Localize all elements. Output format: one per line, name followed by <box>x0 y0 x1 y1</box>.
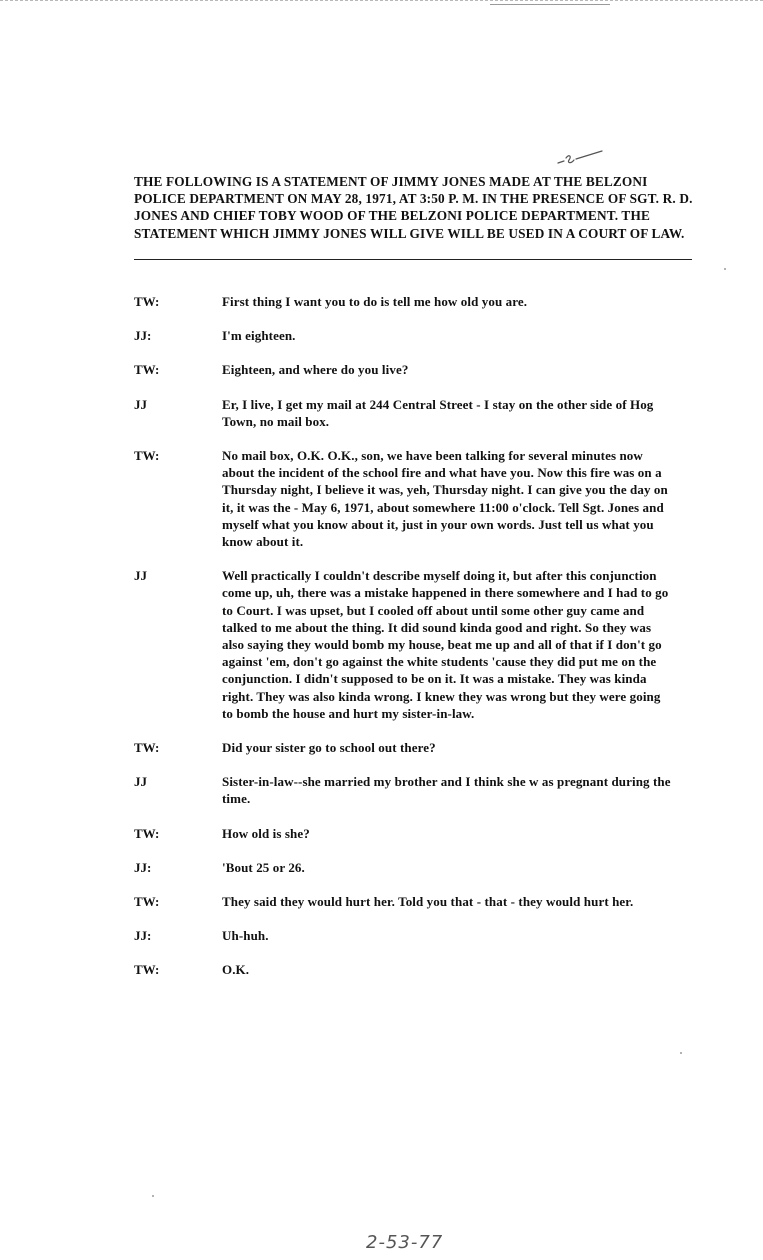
speaker-label: JJ <box>134 568 147 584</box>
utterance-text: O.K. <box>222 962 250 978</box>
transcript-turn <box>134 961 694 978</box>
transcript-turn <box>134 893 694 910</box>
statement-header: THE FOLLOWING IS A STATEMENT OF JIMMY JONES MADE AT THE BELZONI POLICE DEPARTMENT ON MAY 28, 1971, AT 3:50 P. M. IN THE PRESENCE OF SGT. R. D. JONES AND CHIEF TOBY WOOD OF THE BELZONI POLICE DEPARTMENT. THE STATEMENT WHICH JIMMY JONES WILL GIVE WILL BE USED IN A COURT OF LAW. <box>134 174 693 241</box>
utterance-text: I'm eighteen. <box>222 328 296 344</box>
utterance-text: Sister-in-law--she married my brother and I think she w as pregnant during the time. <box>222 774 671 807</box>
speaker-label: JJ <box>134 774 147 790</box>
paper-speck <box>152 1195 154 1197</box>
transcript-turn <box>134 859 694 876</box>
transcript-turn <box>134 739 694 756</box>
transcript-turn <box>134 447 694 550</box>
transcript-turn <box>134 825 694 842</box>
header-underline <box>134 259 692 260</box>
utterance-text: Did your sister go to school out there? <box>222 740 436 756</box>
page-number: 2-53-77 <box>366 1232 444 1253</box>
transcript-turn <box>134 293 694 310</box>
top-edge-mark <box>490 4 610 5</box>
transcript-turn <box>134 927 694 944</box>
transcript-turn <box>134 567 694 722</box>
utterance-text: They said they would hurt her. Told you that - that - they would hurt her. <box>222 894 634 910</box>
transcript-turn <box>134 396 694 430</box>
transcript <box>134 293 694 996</box>
utterance-text: Well practically I couldn't describe myself doing it, but after this conjunction come up, uh, there was a mistake happened in there somewhere and I had to go to Court. I was upset, but I cooled off about until some other guy came and talked to me about the thing. It did sound kinda good and right. So they was also saying they would bomb my house, beat me up and all of that if I don't go against 'em, don't go against the white students 'cause they did put me on the conjunction. I didn't supposed to be on it. It was a mistake. They was kinda right. They was also kinda wrong. I knew they was wrong but they were going to bomb the house and hurt my sister-in-law. <box>222 568 669 721</box>
transcript-turn <box>134 773 694 807</box>
utterance-text: No mail box, O.K. O.K., son, we have been talking for several minutes now about the incident of the school fire and what have you. Now this fire was on a Thursday night, I believe it was, yeh, Thursday night. I can give you the day on it, it was the - May 6, 1971, about somewhere 11:00 o'clock. Tell Sgt. Jones and myself what you know about it, just in your own words. Just tell us what you know about it. <box>222 448 668 550</box>
speaker-label: TW: <box>134 962 160 978</box>
speaker-label: TW: <box>134 825 160 841</box>
speaker-label: TW: <box>134 894 160 910</box>
utterance-text: Eighteen, and where do you live? <box>222 362 409 378</box>
speaker-label: JJ: <box>134 328 152 344</box>
utterance-text: How old is she? <box>222 825 310 841</box>
speaker-label: JJ <box>134 396 147 412</box>
speaker-label: TW: <box>134 294 160 309</box>
speaker-label: TW: <box>134 448 160 464</box>
speaker-label: TW: <box>134 362 160 378</box>
top-edge-dots <box>0 0 763 7</box>
transcript-turn <box>134 361 694 378</box>
utterance-text: 'Bout 25 or 26. <box>222 859 305 875</box>
handwritten-check-mark <box>556 150 606 172</box>
utterance-text: First thing I want you to do is tell me how old you are. <box>222 294 528 309</box>
transcript-turn <box>134 327 694 344</box>
paper-speck <box>724 268 726 270</box>
speaker-label: JJ: <box>134 859 152 875</box>
paper-speck <box>680 1052 682 1054</box>
speaker-label: JJ: <box>134 928 152 944</box>
utterance-text: Er, I live, I get my mail at 244 Central Street - I stay on the other side of Hog Town, no mail box. <box>222 396 654 429</box>
utterance-text: Uh-huh. <box>222 928 269 944</box>
speaker-label: TW: <box>134 740 160 756</box>
